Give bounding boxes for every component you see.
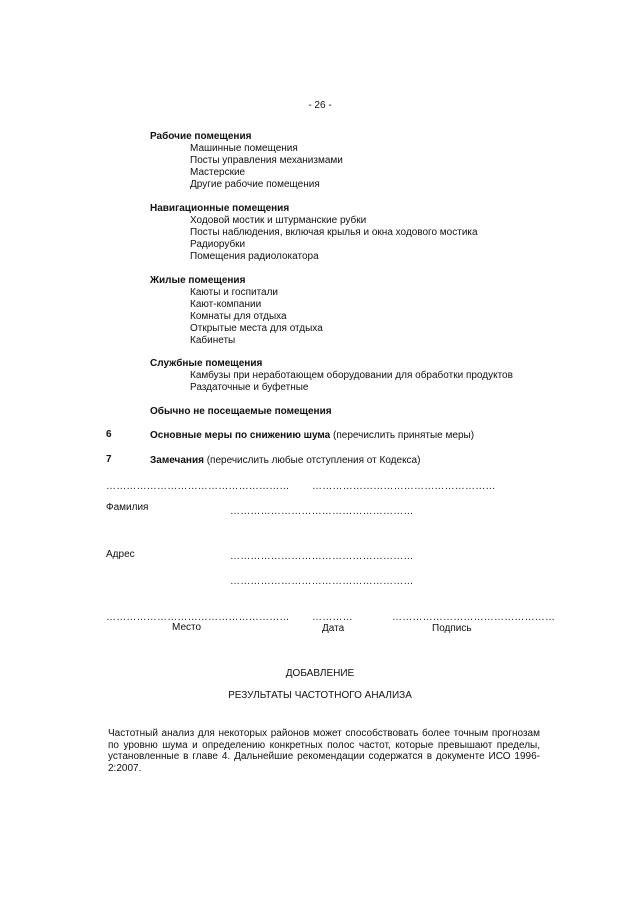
item6-line — [150, 430, 474, 442]
address-field-line2[interactable]: ……………………………………………… — [230, 576, 414, 587]
list-item: Комнаты для отдыха — [190, 311, 287, 322]
section-heading: Навигационные помещения — [150, 203, 290, 214]
list-item: Посты управления механизмами — [190, 155, 343, 166]
list-item: Посты наблюдения, включая крылья и окна ходового мостика — [190, 227, 478, 238]
page-number: - 26 - — [308, 100, 332, 111]
section-living-spaces — [150, 275, 323, 347]
list-item: Кабинеты — [190, 335, 236, 346]
address-label: Адрес — [106, 549, 135, 560]
list-item: Камбузы при неработающем оборудовании для обработки продуктов — [190, 370, 513, 381]
list-item: Кают-компании — [190, 299, 262, 310]
place-label: Место — [172, 622, 202, 633]
list-item: Помещения радиолокатора — [190, 251, 319, 262]
section-heading: Жилые помещения — [150, 275, 246, 286]
surname-label: Фамилия — [106, 502, 149, 513]
section-heading: Службные помещения — [150, 358, 263, 369]
list-item: Ходовой мостик и штурманские рубки — [190, 215, 367, 226]
item7-note: (перечислить любые отступления от Кодекса) — [206, 455, 421, 466]
list-item: Радиорубки — [190, 239, 246, 250]
list-item: Другие рабочие помещения — [190, 179, 320, 190]
signature-line-right[interactable]: ……………………………………………… — [312, 481, 496, 492]
item6-number: 6 — [106, 429, 112, 440]
item7-title: Замечания — [150, 455, 204, 466]
appendix-paragraph: Частотный анализ для некоторых районов может способствовать более точным прогнозам по уровню шума и определению конкретных полос частот, которые превышают пределы, установленные в главе 4. Дальнейшие рекомендации содержатся в документе ИСО 1996-2:2007. — [108, 728, 540, 774]
signature-field[interactable]: ………………………………………… — [392, 612, 556, 623]
place-field[interactable]: ……………………………………………… — [106, 612, 290, 623]
item7-number: 7 — [106, 454, 112, 465]
section-service-spaces — [150, 358, 513, 394]
item6-note: (перечислить принятые меры) — [333, 430, 475, 441]
list-item: Каюты и госпитали — [190, 287, 279, 298]
appendix-title-wrap — [0, 668, 640, 680]
date-field[interactable]: ………… — [312, 612, 353, 623]
item7-line — [150, 455, 420, 467]
appendix-subtitle: РЕЗУЛЬТАТЫ ЧАСТОТНОГО АНАЛИЗА — [228, 690, 412, 701]
list-item: Раздаточные и буфетные — [190, 382, 309, 393]
list-item: Мастерские — [190, 167, 246, 178]
signature-line-left[interactable]: ……………………………………………… — [106, 481, 290, 492]
signature-label: Подпись — [432, 623, 472, 634]
unvisited-spaces-heading: Обычно не посещаемые помещения — [150, 406, 332, 417]
date-label: Дата — [322, 623, 345, 634]
section-navigation-spaces — [150, 203, 478, 263]
section-working-spaces — [150, 131, 343, 191]
list-item: Открытые места для отдыха — [190, 323, 323, 334]
section-heading: Рабочие помещения — [150, 131, 252, 142]
appendix-title: ДОБАВЛЕНИЕ — [285, 668, 355, 679]
list-item: Машинные помещения — [190, 143, 298, 154]
item6-title: Основные меры по снижению шума — [150, 430, 331, 441]
address-field-line1[interactable]: ……………………………………………… — [230, 551, 414, 562]
surname-field[interactable]: ……………………………………………… — [230, 506, 414, 517]
appendix-subtitle-wrap — [0, 690, 640, 702]
